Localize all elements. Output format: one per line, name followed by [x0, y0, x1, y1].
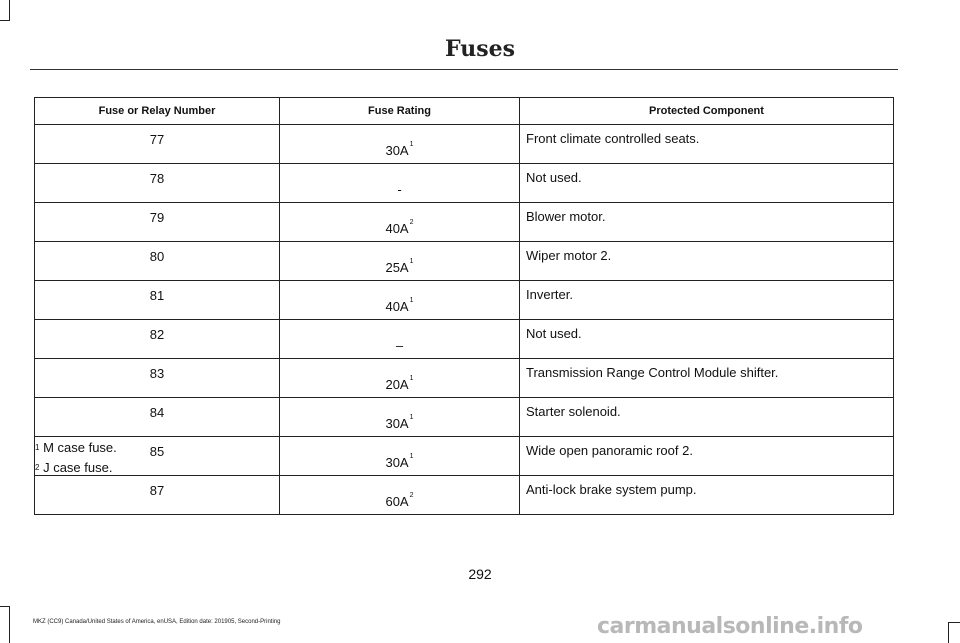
crop-mark — [9, 606, 10, 643]
fuse-number: 84 — [35, 398, 280, 437]
fuse-rating: 30A — [385, 416, 409, 431]
column-header-rating: Fuse Rating — [280, 98, 520, 125]
fuse-rating: 30A — [385, 143, 409, 158]
title-divider — [30, 69, 898, 70]
column-header-component: Protected Component — [520, 98, 894, 125]
fuse-rating-footnote-mark: 2 — [409, 492, 414, 499]
fuse-rating-footnote-mark: 1 — [409, 141, 414, 148]
fuse-rating: 40A — [385, 221, 409, 236]
fuse-number: 85 — [35, 437, 280, 476]
fuse-rating-cell — [280, 281, 520, 320]
fuse-number: 77 — [35, 125, 280, 164]
crop-mark — [0, 606, 10, 607]
table-row — [35, 359, 894, 398]
footnotes — [34, 438, 117, 478]
fuse-number: 78 — [35, 164, 280, 203]
fuse-rating-cell — [280, 398, 520, 437]
table-row — [35, 203, 894, 242]
fuse-number: 80 — [35, 242, 280, 281]
table-row — [35, 398, 894, 437]
footnote-mark: 1 — [35, 443, 40, 452]
page-number: 292 — [468, 566, 492, 582]
column-header-number: Fuse or Relay Number — [35, 98, 280, 125]
footnote-text: M case fuse. — [43, 440, 117, 455]
protected-component: Inverter. — [520, 281, 894, 320]
footnote — [34, 458, 117, 478]
fuse-rating: – — [395, 338, 404, 353]
fuse-table — [34, 97, 894, 515]
protected-component: Front climate controlled seats. — [520, 125, 894, 164]
fuse-number: 79 — [35, 203, 280, 242]
footnote — [34, 438, 117, 458]
fuse-rating: 30A — [385, 455, 409, 470]
fuse-number: 83 — [35, 359, 280, 398]
protected-component: Not used. — [520, 320, 894, 359]
fuse-rating-cell — [280, 203, 520, 242]
protected-component: Starter solenoid. — [520, 398, 894, 437]
fuse-rating-footnote-mark: 1 — [409, 453, 414, 460]
protected-component: Anti-lock brake system pump. — [520, 476, 894, 515]
table-row — [35, 164, 894, 203]
protected-component: Transmission Range Control Module shifter. — [520, 359, 894, 398]
fuse-rating-cell — [280, 164, 520, 203]
table-row — [35, 437, 894, 476]
fuse-rating-footnote-mark: 1 — [409, 414, 414, 421]
table-row — [35, 320, 894, 359]
fuse-number: 87 — [35, 476, 280, 515]
table-row — [35, 242, 894, 281]
fuse-rating: 60A — [385, 494, 409, 509]
fuse-number: 81 — [35, 281, 280, 320]
fuse-rating-cell — [280, 242, 520, 281]
table-row — [35, 125, 894, 164]
fuse-rating: 40A — [385, 299, 409, 314]
crop-mark — [948, 622, 960, 623]
table-row — [35, 281, 894, 320]
protected-component: Blower motor. — [520, 203, 894, 242]
watermark: carmanualsonline.info — [597, 614, 863, 639]
table-row — [35, 476, 894, 515]
fuse-rating-footnote-mark: 1 — [409, 258, 414, 265]
crop-mark — [948, 622, 949, 643]
fuse-rating: 20A — [385, 377, 409, 392]
fuse-rating: 25A — [385, 260, 409, 275]
footnote-mark: 2 — [35, 463, 40, 472]
table-body — [35, 125, 894, 515]
fuse-rating-footnote-mark: 1 — [409, 375, 414, 382]
page-title: Fuses — [445, 36, 515, 62]
fuse-number: 82 — [35, 320, 280, 359]
edition-line: MKZ (CC9) Canada/United States of America, enUSA, Edition date: 201905, Second-Printing — [33, 619, 281, 625]
fuse-rating-footnote-mark: 2 — [409, 219, 414, 226]
fuse-rating-cell — [280, 320, 520, 359]
protected-component: Not used. — [520, 164, 894, 203]
fuse-rating-footnote-mark: 1 — [409, 297, 414, 304]
protected-component: Wide open panoramic roof 2. — [520, 437, 894, 476]
fuse-rating-cell — [280, 125, 520, 164]
protected-component: Wiper motor 2. — [520, 242, 894, 281]
fuse-rating-cell — [280, 476, 520, 515]
fuse-rating-cell — [280, 359, 520, 398]
table-header-row — [35, 98, 894, 125]
fuse-rating: - — [397, 182, 402, 197]
footnote-text: J case fuse. — [43, 460, 113, 475]
crop-mark — [9, 0, 10, 20]
crop-mark — [0, 20, 10, 21]
fuse-rating-cell — [280, 437, 520, 476]
